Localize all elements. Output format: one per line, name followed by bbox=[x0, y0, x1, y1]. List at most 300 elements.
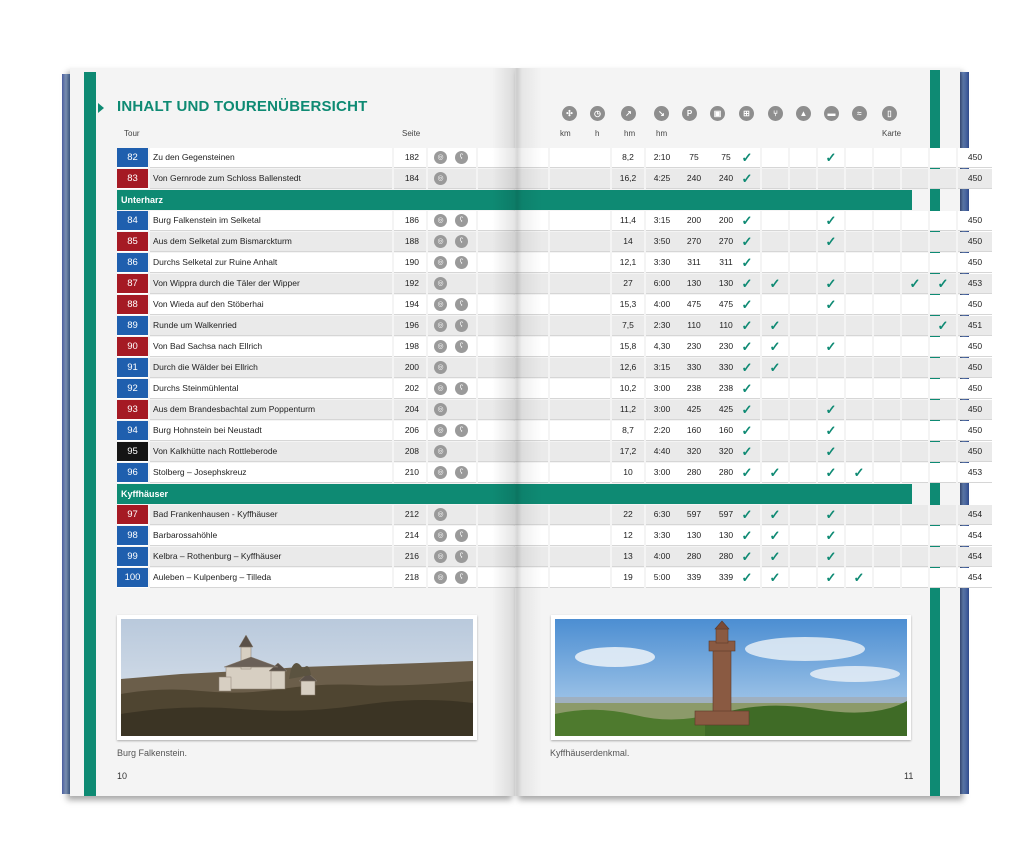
empty-cell bbox=[902, 253, 928, 273]
empty-cell bbox=[846, 358, 872, 378]
tour-page: 194 bbox=[394, 295, 426, 315]
empty-cell bbox=[902, 463, 928, 483]
empty-cell bbox=[550, 295, 610, 315]
tour-km: 7,5 bbox=[612, 316, 644, 336]
tour-map: 450 bbox=[958, 295, 992, 315]
tour-row[interactable] bbox=[117, 337, 983, 357]
kid-friendly-icon: ʕ bbox=[455, 340, 468, 353]
tour-row[interactable] bbox=[117, 232, 983, 252]
tour-row[interactable] bbox=[117, 379, 983, 399]
tour-h: 6:30 bbox=[646, 505, 678, 525]
tour-row[interactable] bbox=[117, 316, 983, 336]
empty-cell bbox=[874, 379, 900, 399]
tour-down: 160 bbox=[710, 421, 742, 441]
check-icon: ✓ bbox=[734, 232, 760, 252]
tour-h: 4:00 bbox=[646, 295, 678, 315]
tour-row[interactable] bbox=[117, 253, 983, 273]
tour-type-icon: ◎ bbox=[434, 508, 447, 521]
check-icon: ✓ bbox=[762, 316, 788, 336]
tour-down: 339 bbox=[710, 568, 742, 588]
tour-up: 270 bbox=[678, 232, 710, 252]
empty-cell bbox=[790, 211, 816, 231]
empty-cell bbox=[478, 568, 548, 588]
empty-cell bbox=[902, 358, 928, 378]
empty-cell bbox=[790, 337, 816, 357]
tour-type-icon: ◎ bbox=[434, 235, 447, 248]
tour-page: 200 bbox=[394, 358, 426, 378]
check-icon: ✓ bbox=[762, 568, 788, 588]
tour-icons bbox=[428, 547, 476, 567]
tour-page: 212 bbox=[394, 505, 426, 525]
tour-page: 186 bbox=[394, 211, 426, 231]
tour-type-icon: ◎ bbox=[434, 550, 447, 563]
empty-cell bbox=[762, 232, 788, 252]
tour-page: 204 bbox=[394, 400, 426, 420]
header-h: h bbox=[595, 129, 600, 138]
tour-row[interactable] bbox=[117, 463, 983, 483]
check-icon: ✓ bbox=[846, 568, 872, 588]
empty-cell bbox=[874, 232, 900, 252]
empty-cell bbox=[874, 169, 900, 189]
empty-cell bbox=[846, 169, 872, 189]
empty-cell bbox=[790, 442, 816, 462]
empty-cell bbox=[550, 169, 610, 189]
tour-down: 130 bbox=[710, 274, 742, 294]
empty-cell bbox=[874, 547, 900, 567]
tour-type-icon: ◎ bbox=[434, 172, 447, 185]
tour-km: 12 bbox=[612, 526, 644, 546]
check-icon: ✓ bbox=[818, 547, 844, 567]
tour-h: 3:15 bbox=[646, 211, 678, 231]
tour-row[interactable] bbox=[117, 505, 983, 525]
check-icon: ✓ bbox=[818, 274, 844, 294]
empty-cell bbox=[818, 379, 844, 399]
empty-cell bbox=[874, 295, 900, 315]
empty-cell bbox=[790, 421, 816, 441]
kid-friendly-icon: ʕ bbox=[455, 571, 468, 584]
tour-page: 206 bbox=[394, 421, 426, 441]
tour-row[interactable] bbox=[117, 169, 983, 189]
tour-type-icon: ◎ bbox=[434, 571, 447, 584]
check-icon: ✓ bbox=[762, 505, 788, 525]
tour-km: 14 bbox=[612, 232, 644, 252]
empty-cell bbox=[550, 358, 610, 378]
empty-cell bbox=[902, 337, 928, 357]
empty-cell bbox=[478, 526, 548, 546]
empty-cell bbox=[478, 169, 548, 189]
empty-cell bbox=[930, 547, 956, 567]
kid-friendly-icon: ʕ bbox=[455, 466, 468, 479]
tour-row[interactable] bbox=[117, 295, 983, 315]
tour-km: 10,2 bbox=[612, 379, 644, 399]
tour-h: 4:25 bbox=[646, 169, 678, 189]
tour-type-icon: ◎ bbox=[434, 340, 447, 353]
check-icon: ✓ bbox=[930, 274, 956, 294]
tour-name: Von Wippra durch die Täler der Wipper bbox=[150, 274, 392, 294]
tour-name: Barbarossahöhle bbox=[150, 526, 392, 546]
check-icon: ✓ bbox=[734, 295, 760, 315]
tour-number: 88 bbox=[117, 295, 148, 315]
tour-row[interactable] bbox=[117, 526, 983, 546]
signpost-icon: ✣ bbox=[562, 106, 577, 121]
tour-down: 75 bbox=[710, 148, 742, 168]
tour-map: 450 bbox=[958, 421, 992, 441]
empty-cell bbox=[790, 463, 816, 483]
tour-type-icon: ◎ bbox=[434, 361, 447, 374]
tour-number: 93 bbox=[117, 400, 148, 420]
empty-cell bbox=[550, 253, 610, 273]
tour-row[interactable] bbox=[117, 211, 983, 231]
page-number-right: 11 bbox=[904, 771, 914, 781]
tour-h: 3:50 bbox=[646, 232, 678, 252]
tour-down: 280 bbox=[710, 547, 742, 567]
empty-cell bbox=[930, 442, 956, 462]
caption-right: Kyffhäuserdenkmal. bbox=[550, 748, 630, 758]
tour-page: 182 bbox=[394, 148, 426, 168]
empty-cell bbox=[478, 442, 548, 462]
check-icon: ✓ bbox=[818, 505, 844, 525]
check-icon: ✓ bbox=[734, 526, 760, 546]
tour-h: 6:00 bbox=[646, 274, 678, 294]
tour-type-icon: ◎ bbox=[434, 214, 447, 227]
tour-name: Von Gernrode zum Schloss Ballenstedt bbox=[150, 169, 392, 189]
tour-h: 3:00 bbox=[646, 463, 678, 483]
empty-cell bbox=[902, 421, 928, 441]
tour-down: 230 bbox=[710, 337, 742, 357]
empty-cell bbox=[478, 232, 548, 252]
empty-cell bbox=[790, 379, 816, 399]
empty-cell bbox=[818, 253, 844, 273]
tour-map: 454 bbox=[958, 547, 992, 567]
check-icon: ✓ bbox=[734, 379, 760, 399]
empty-cell bbox=[846, 148, 872, 168]
tour-number: 87 bbox=[117, 274, 148, 294]
tour-row[interactable] bbox=[117, 421, 983, 441]
tour-map: 454 bbox=[958, 526, 992, 546]
check-icon: ✓ bbox=[734, 274, 760, 294]
tour-icons bbox=[428, 211, 476, 231]
empty-cell bbox=[874, 253, 900, 273]
header-tour: Tour bbox=[124, 129, 140, 138]
empty-cell bbox=[846, 505, 872, 525]
empty-cell bbox=[846, 316, 872, 336]
left-green-band bbox=[84, 72, 96, 796]
tour-row[interactable] bbox=[117, 358, 983, 378]
header-hm-down: hm bbox=[656, 129, 668, 138]
tour-type-icon: ◎ bbox=[434, 529, 447, 542]
empty-cell bbox=[930, 505, 956, 525]
tour-page: 190 bbox=[394, 253, 426, 273]
tour-km: 27 bbox=[612, 274, 644, 294]
kid-friendly-icon: ʕ bbox=[455, 550, 468, 563]
check-icon: ✓ bbox=[734, 505, 760, 525]
empty-cell bbox=[550, 316, 610, 336]
empty-cell bbox=[478, 358, 548, 378]
tour-name: Runde um Walkenried bbox=[150, 316, 392, 336]
empty-cell bbox=[550, 211, 610, 231]
tour-up: 240 bbox=[678, 169, 710, 189]
tour-up: 280 bbox=[678, 463, 710, 483]
tour-icons bbox=[428, 358, 476, 378]
empty-cell bbox=[846, 253, 872, 273]
tour-map: 450 bbox=[958, 337, 992, 357]
tour-page: 214 bbox=[394, 526, 426, 546]
clock-icon: ◷ bbox=[590, 106, 605, 121]
tour-icons bbox=[428, 421, 476, 441]
tour-name: Durchs Selketal zur Ruine Anhalt bbox=[150, 253, 392, 273]
empty-cell bbox=[790, 253, 816, 273]
empty-cell bbox=[550, 337, 610, 357]
empty-cell bbox=[930, 253, 956, 273]
empty-cell bbox=[790, 316, 816, 336]
empty-cell bbox=[478, 505, 548, 525]
tour-type-icon: ◎ bbox=[434, 403, 447, 416]
empty-cell bbox=[550, 421, 610, 441]
empty-cell bbox=[902, 379, 928, 399]
empty-cell bbox=[550, 400, 610, 420]
tour-km: 15,3 bbox=[612, 295, 644, 315]
empty-cell bbox=[818, 169, 844, 189]
tour-number: 83 bbox=[117, 169, 148, 189]
empty-cell bbox=[846, 526, 872, 546]
tour-h: 2:20 bbox=[646, 421, 678, 441]
tour-down: 110 bbox=[710, 316, 742, 336]
check-icon: ✓ bbox=[818, 421, 844, 441]
tour-name: Von Bad Sachsa nach Ellrich bbox=[150, 337, 392, 357]
empty-cell bbox=[930, 358, 956, 378]
tour-page: 202 bbox=[394, 379, 426, 399]
monument-photo bbox=[555, 619, 907, 736]
empty-cell bbox=[930, 379, 956, 399]
tour-down: 130 bbox=[710, 526, 742, 546]
check-icon: ✓ bbox=[762, 526, 788, 546]
empty-cell bbox=[930, 568, 956, 588]
header-karte: Karte bbox=[882, 129, 902, 138]
tour-h: 3:30 bbox=[646, 526, 678, 546]
check-icon: ✓ bbox=[734, 316, 760, 336]
tour-number: 86 bbox=[117, 253, 148, 273]
tour-map: 450 bbox=[958, 442, 992, 462]
tour-map: 450 bbox=[958, 358, 992, 378]
empty-cell bbox=[478, 400, 548, 420]
empty-cell bbox=[930, 211, 956, 231]
tour-h: 5:00 bbox=[646, 568, 678, 588]
tour-name: Aus dem Brandesbachtal zum Poppenturm bbox=[150, 400, 392, 420]
check-icon: ✓ bbox=[818, 295, 844, 315]
empty-cell bbox=[874, 463, 900, 483]
tour-page: 216 bbox=[394, 547, 426, 567]
empty-cell bbox=[902, 169, 928, 189]
tour-row[interactable] bbox=[117, 148, 983, 168]
empty-cell bbox=[550, 505, 610, 525]
tour-icons bbox=[428, 505, 476, 525]
empty-cell bbox=[874, 526, 900, 546]
empty-cell bbox=[902, 295, 928, 315]
tour-km: 11,2 bbox=[612, 400, 644, 420]
tour-up: 425 bbox=[678, 400, 710, 420]
tour-km: 16,2 bbox=[612, 169, 644, 189]
empty-cell bbox=[874, 442, 900, 462]
empty-cell bbox=[790, 505, 816, 525]
kid-friendly-icon: ʕ bbox=[455, 214, 468, 227]
check-icon: ✓ bbox=[734, 148, 760, 168]
kid-friendly-icon: ʕ bbox=[455, 151, 468, 164]
empty-cell bbox=[874, 505, 900, 525]
empty-cell bbox=[874, 211, 900, 231]
tour-icons bbox=[428, 316, 476, 336]
tour-name: Burg Falkenstein im Selketal bbox=[150, 211, 392, 231]
check-icon: ✓ bbox=[734, 442, 760, 462]
tour-type-icon: ◎ bbox=[434, 277, 447, 290]
tour-icons bbox=[428, 169, 476, 189]
tour-row[interactable] bbox=[117, 274, 983, 294]
downhill-icon: ↘ bbox=[654, 106, 669, 121]
check-icon: ✓ bbox=[762, 274, 788, 294]
empty-cell bbox=[790, 169, 816, 189]
tour-number: 84 bbox=[117, 211, 148, 231]
empty-cell bbox=[902, 148, 928, 168]
tour-number: 89 bbox=[117, 316, 148, 336]
check-icon: ✓ bbox=[762, 337, 788, 357]
tour-page: 218 bbox=[394, 568, 426, 588]
tour-page: 208 bbox=[394, 442, 426, 462]
check-icon: ✓ bbox=[734, 211, 760, 231]
tour-h: 4,30 bbox=[646, 337, 678, 357]
tour-icons bbox=[428, 337, 476, 357]
empty-cell bbox=[930, 421, 956, 441]
tour-number: 91 bbox=[117, 358, 148, 378]
check-icon: ✓ bbox=[902, 274, 928, 294]
empty-cell bbox=[902, 568, 928, 588]
check-icon: ✓ bbox=[818, 400, 844, 420]
tour-row[interactable] bbox=[117, 442, 983, 462]
empty-cell bbox=[478, 421, 548, 441]
tour-up: 475 bbox=[678, 295, 710, 315]
tour-km: 12,6 bbox=[612, 358, 644, 378]
tour-row[interactable] bbox=[117, 547, 983, 567]
empty-cell bbox=[762, 253, 788, 273]
tour-number: 100 bbox=[117, 568, 148, 588]
tour-h: 2:10 bbox=[646, 148, 678, 168]
tour-map: 454 bbox=[958, 505, 992, 525]
tour-type-icon: ◎ bbox=[434, 382, 447, 395]
tour-type-icon: ◎ bbox=[434, 466, 447, 479]
tour-row[interactable] bbox=[117, 568, 983, 588]
tour-km: 12,1 bbox=[612, 253, 644, 273]
empty-cell bbox=[790, 568, 816, 588]
tour-up: 339 bbox=[678, 568, 710, 588]
tour-km: 17,2 bbox=[612, 442, 644, 462]
tour-map: 453 bbox=[958, 274, 992, 294]
tour-down: 238 bbox=[710, 379, 742, 399]
bus-icon: ▣ bbox=[710, 106, 725, 121]
tour-name: Von Wieda auf den Stöberhai bbox=[150, 295, 392, 315]
tour-h: 4:40 bbox=[646, 442, 678, 462]
empty-cell bbox=[790, 400, 816, 420]
tour-up: 320 bbox=[678, 442, 710, 462]
caption-left: Burg Falkenstein. bbox=[117, 748, 188, 758]
empty-cell bbox=[762, 442, 788, 462]
tour-km: 15,8 bbox=[612, 337, 644, 357]
tour-number: 94 bbox=[117, 421, 148, 441]
tour-page: 198 bbox=[394, 337, 426, 357]
tour-number: 82 bbox=[117, 148, 148, 168]
tour-icons bbox=[428, 526, 476, 546]
tour-name: Burg Hohnstein bei Neustadt bbox=[150, 421, 392, 441]
tour-map: 450 bbox=[958, 169, 992, 189]
tour-down: 320 bbox=[710, 442, 742, 462]
empty-cell bbox=[790, 232, 816, 252]
empty-cell bbox=[762, 400, 788, 420]
tour-map: 454 bbox=[958, 568, 992, 588]
page-number-left: 10 bbox=[117, 771, 128, 781]
tour-type-icon: ◎ bbox=[434, 424, 447, 437]
tour-up: 75 bbox=[678, 148, 710, 168]
kid-friendly-icon: ʕ bbox=[455, 529, 468, 542]
empty-cell bbox=[874, 148, 900, 168]
check-icon: ✓ bbox=[846, 463, 872, 483]
tour-name: Von Kalkhütte nach Rottleberode bbox=[150, 442, 392, 462]
tour-up: 311 bbox=[678, 253, 710, 273]
header-km: km bbox=[560, 129, 571, 138]
tour-number: 85 bbox=[117, 232, 148, 252]
empty-cell bbox=[930, 295, 956, 315]
tour-icons bbox=[428, 295, 476, 315]
empty-cell bbox=[478, 463, 548, 483]
tour-down: 280 bbox=[710, 463, 742, 483]
empty-cell bbox=[874, 337, 900, 357]
summit-icon: ▲ bbox=[796, 106, 811, 121]
tour-h: 4:00 bbox=[646, 547, 678, 567]
tour-row[interactable] bbox=[117, 400, 983, 420]
empty-cell bbox=[790, 358, 816, 378]
tour-icons bbox=[428, 568, 476, 588]
tour-up: 160 bbox=[678, 421, 710, 441]
empty-cell bbox=[846, 295, 872, 315]
tour-down: 270 bbox=[710, 232, 742, 252]
empty-cell bbox=[550, 442, 610, 462]
tour-h: 3:30 bbox=[646, 253, 678, 273]
tour-page: 192 bbox=[394, 274, 426, 294]
cable-car-icon: ⊞ bbox=[739, 106, 754, 121]
section-header: Unterharz bbox=[117, 190, 912, 210]
tour-map: 450 bbox=[958, 379, 992, 399]
empty-cell bbox=[478, 316, 548, 336]
empty-cell bbox=[846, 400, 872, 420]
tour-name: Durch die Wälder bei Ellrich bbox=[150, 358, 392, 378]
empty-cell bbox=[790, 526, 816, 546]
check-icon: ✓ bbox=[818, 337, 844, 357]
empty-cell bbox=[930, 232, 956, 252]
empty-cell bbox=[930, 148, 956, 168]
check-icon: ✓ bbox=[818, 526, 844, 546]
tour-km: 8,2 bbox=[612, 148, 644, 168]
tour-up: 597 bbox=[678, 505, 710, 525]
tour-icons bbox=[428, 148, 476, 168]
tour-down: 240 bbox=[710, 169, 742, 189]
tour-icons bbox=[428, 442, 476, 462]
tour-type-icon: ◎ bbox=[434, 445, 447, 458]
check-icon: ✓ bbox=[734, 463, 760, 483]
empty-cell bbox=[478, 253, 548, 273]
kid-friendly-icon: ʕ bbox=[455, 319, 468, 332]
empty-cell bbox=[478, 211, 548, 231]
empty-cell bbox=[846, 547, 872, 567]
check-icon: ✓ bbox=[818, 442, 844, 462]
tour-h: 3:15 bbox=[646, 358, 678, 378]
tour-km: 8,7 bbox=[612, 421, 644, 441]
bed-icon: ▬ bbox=[824, 106, 839, 121]
